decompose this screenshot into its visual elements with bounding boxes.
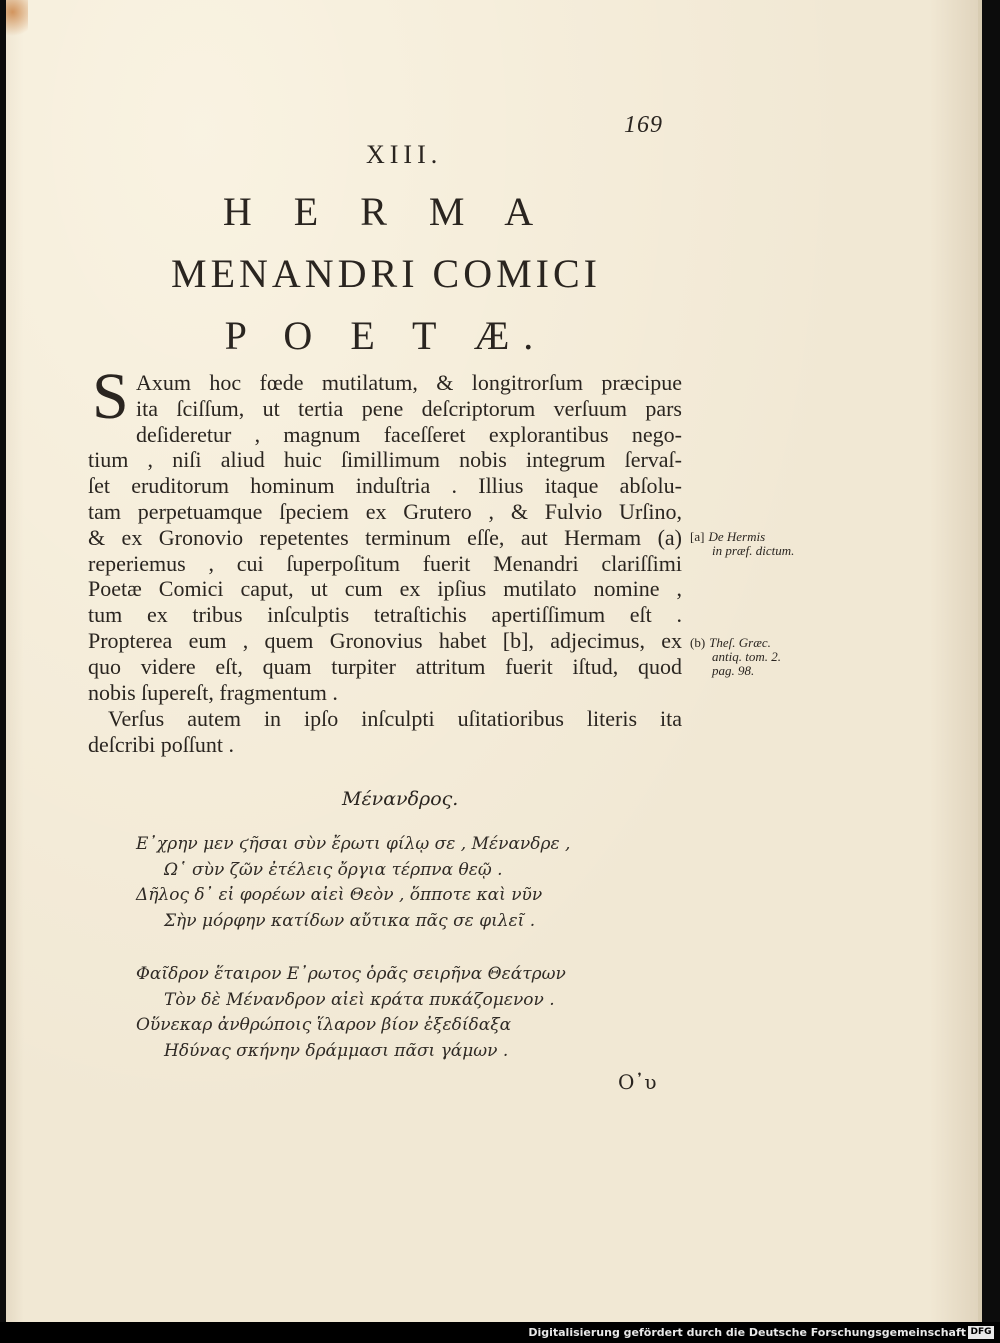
- verse-stanza-1: [136, 832, 636, 934]
- margin-note-a: [690, 530, 794, 558]
- digitization-credit: Digitalisierung gefördert durch die Deutsche Forschungsgemeinschaft: [528, 1326, 966, 1339]
- verse-line: Ηδύνας σκήνην δράμμασι πᾶσι γάμων .: [164, 1040, 509, 1061]
- paragraph-line: tum ex tribus inſculptis tetraſtichis apertiſſimum eſt .: [88, 602, 682, 628]
- verse-line: Τὸν δὲ Μένανδρον αἰεὶ κράτα πυκάζομενον .: [164, 989, 555, 1010]
- page-number: 169: [624, 112, 663, 138]
- paragraph-line: tam perpetuamque ſpeciem ex Grutero , & Fulvio Urſino,: [88, 498, 682, 524]
- paragraph-line: ſet eruditorum hominum induſtria . Illius itaque abſolu-: [88, 473, 682, 499]
- verse-heading: Μένανδρος.: [342, 788, 459, 810]
- catchword: Ο᾿υ: [618, 1070, 657, 1094]
- note-line: antiq. tom. 2.: [712, 649, 781, 664]
- paragraph-line: deſcribi poſſunt .: [88, 731, 235, 757]
- paragraph-line: Verſus autem in ipſo inſculpti uſitatioribus literis ita: [108, 706, 682, 731]
- chapter-number: XIII.: [366, 140, 443, 169]
- title-line-menandri: MENANDRI COMICI: [171, 251, 601, 296]
- note-line: Theſ. Græc.: [709, 635, 771, 650]
- paragraph-1: [88, 370, 682, 705]
- verse-line: Ε᾿χρην μεν ϛῆσαι σὺν ἔρωτι φίλῳ σε , Μένανδρε ,: [136, 834, 571, 854]
- paragraph-line: Poetæ Comici caput, ut cum ex ipſius mutilato nomine ,: [88, 576, 682, 602]
- paragraph-2: [88, 706, 682, 758]
- paragraph-line: tium , niſi aliud huic ſimillimum nobis integrum ſervaſ-: [88, 447, 682, 473]
- book-page: [6, 0, 978, 1322]
- note-mark: [a]: [690, 529, 705, 544]
- paragraph-line: Propterea eum , quem Gronovius habet [b], adjecimus, ex: [88, 627, 682, 653]
- margin-note-b: [690, 636, 781, 678]
- note-line: in præf. dictum.: [712, 543, 795, 558]
- paragraph-line: ita ſciſſum, ut tertia pene deſcriptorum verſuum pars: [136, 395, 682, 421]
- dfg-logo: DFG: [968, 1326, 994, 1339]
- verse-stanza-2: [136, 962, 636, 1064]
- paragraph-line: nobis ſupereſt, fragmentum .: [88, 679, 338, 705]
- title-line-herma: H E R M A: [222, 189, 550, 234]
- paragraph-line: & ex Gronovio repetentes terminum eſſe, aut Hermam (a): [88, 524, 682, 550]
- note-mark: (b): [690, 635, 706, 650]
- paragraph-line: quo videre eſt, quam turpiter attritum fuerit iſtud, quod: [88, 653, 682, 679]
- page-edge: [978, 0, 982, 1322]
- verse-line: Δῆλος δ᾿ εἰ φορέων αἰεὶ Θεὸν , ὅπποτε καὶ νῦν: [136, 885, 543, 905]
- note-line: pag. 98.: [712, 663, 755, 678]
- title-line-poetae: P O E T Æ.: [224, 313, 548, 358]
- page-stain: [6, 0, 28, 40]
- paragraph-line: Axum hoc fœde mutilatum, & longitrorſum præcipue: [136, 370, 682, 395]
- paragraph-line: deſideretur , magnum faceſſeret explorantibus nego-: [136, 421, 682, 447]
- verse-line: Ω῾ σὺν ζῶν ἐτέλεις ὄργια τέρπνα θεῷ .: [164, 859, 503, 880]
- verse-line: Φαῖδρον ἕταιρον Ε᾿ρωτος ὁρᾶς σειρῆνα Θεάτρων: [136, 964, 566, 984]
- paragraph-line: reperiemus , cui ſuperpoſitum fuerit Menandri clariſſimi: [88, 550, 682, 576]
- verse-line: Σὴν μόρφην κατίδων αὔτικα πᾶς σε φιλεῖ .: [164, 910, 536, 931]
- verse-line: Οὕνεκαρ ἀνθρώποις ἵλαρον βίον ἐξεδίδαξα: [136, 1015, 512, 1035]
- drop-cap: S: [92, 360, 129, 433]
- note-line: De Hermis: [708, 529, 766, 544]
